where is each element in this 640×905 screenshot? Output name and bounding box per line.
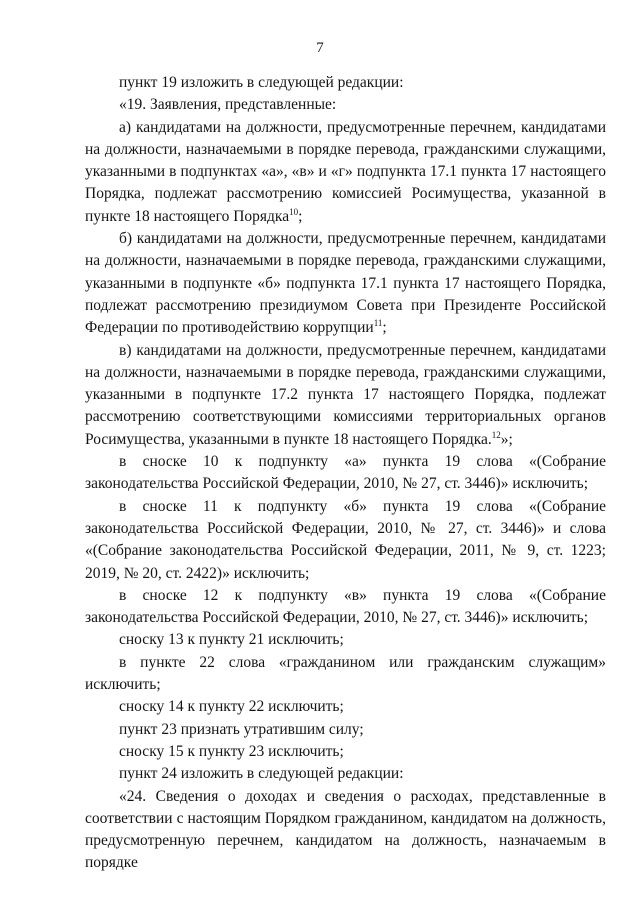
paragraph-item-23: пункт 23 признать утратившим силу; [119, 720, 364, 738]
footnote-ref-12[interactable]: 12 [491, 429, 501, 440]
footnote-ref-10[interactable]: 10 [289, 206, 299, 217]
paragraph-footnote-11: в сноске 11 к подпункту «б» пункта 19 слова «(Собрание законодательства Российской Федерации, 2010, № 27, ст. 3446)» и слова «(Собрание законодательства Российской Федерации, 2011, № 9, ст. 1223; 2019, № 20, ст. 2422)» исключить; [85, 497, 606, 582]
paragraph-intro-19: пункт 19 изложить в следующей редакции: [119, 74, 404, 91]
paragraph-footnote-15: сноску 15 к пункту 23 исключить; [119, 742, 344, 760]
paragraph-footnote-10: в сноске 10 к подпункту «а» пункта 19 слова «(Собрание законодательства Российской Федерации, 2010, № 27, ст. 3446)» исключить; [85, 453, 606, 493]
paragraph-19-v: в) кандидатами на должности, предусмотренные перечнем, кандидатами на должности, назначаемыми в порядке перевода, гражданскими служащими, указанными в подпункте 17.2 пункта 17 настоящего Порядка, подлежат рассмотрению соответствующими комиссиями территориальных органов Росимущества, указанными в пункте 18 настоящего Порядка.$^{12}$»; [85, 341, 606, 448]
footnote-ref-11[interactable]: 11 [373, 318, 383, 329]
paragraph-19-b: б) кандидатами на должности, предусмотренные перечнем, кандидатами на должности, назначаемыми в порядке перевода, гражданскими служащими, указанными в подпункте «б» подпункта 17.1 пункта 17 настоящего Порядка, подлежат рассмотрению президиумом Совета при Президенте Российской Федерации по противодействию коррупции$^{11}$; [85, 230, 606, 337]
paragraph-19-a: а) кандидатами на должности, предусмотренные перечнем, кандидатами на должности, назначаемыми в порядке перевода, гражданскими служащими, указанными в подпунктах «а», «в» и «г» подпункта 17.1 пункта 17 настоящего Порядка, подлежат рассмотрению комиссией Росимущества, указанной в пункте 18 настоящего Порядка$^{10}$; [85, 118, 606, 225]
paragraph-intro-24: пункт 24 изложить в следующей редакции: [119, 765, 404, 783]
page-number: 7 [316, 40, 324, 56]
paragraph-24-text: «24. Сведения о доходах и сведения о расходах, представленные в соответствии с настоящим Порядком гражданином, кандидатом на должность, предусмотренную перечнем, кандидатом на должность, назначаемым в порядке [85, 787, 606, 872]
document-body [85, 72, 606, 875]
paragraph-footnote-14: сноску 14 к пункту 22 исключить; [119, 698, 344, 716]
paragraph-footnote-12: в сноске 12 к подпункту «в» пункта 19 слова «(Собрание законодательства Российской Федерации, 2010, № 27, ст. 3446)» исключить; [85, 586, 606, 627]
paragraph-item-22: в пункте 22 слова «гражданином или гражданским служащим» исключить; [85, 653, 606, 694]
paragraph-footnote-13: сноску 13 к пункту 21 исключить; [119, 631, 344, 649]
paragraph-19-heading: «19. Заявления, представленные: [119, 96, 337, 114]
